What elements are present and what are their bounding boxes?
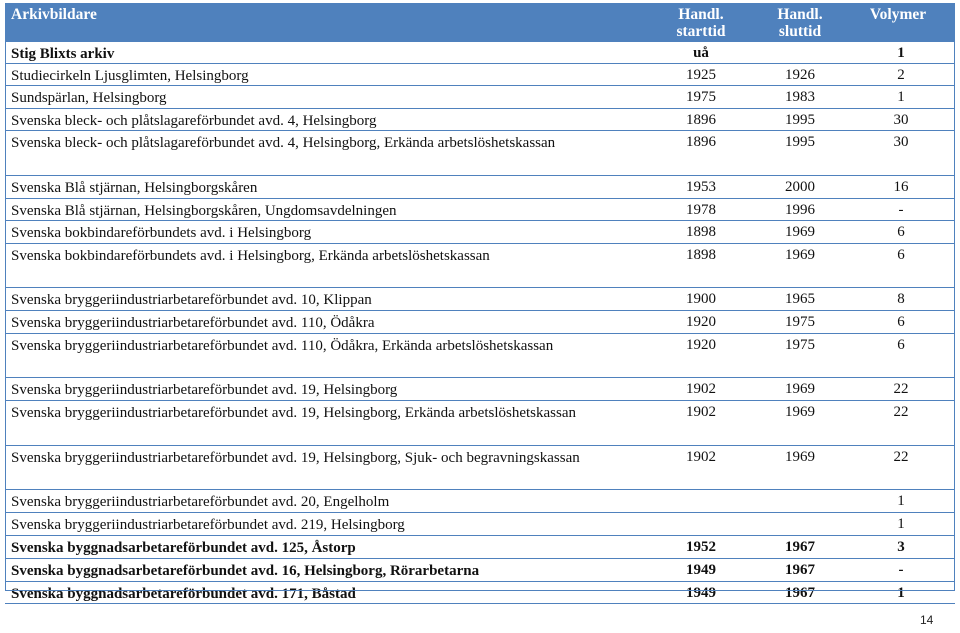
archive-table xyxy=(5,3,955,604)
cell-name: Svenska bleck- och plåtslagareförbundet avd. 4, Helsingborg, Erkända arbetslöshetskassan xyxy=(11,135,556,151)
cell-name: Svenska bryggeriindustriarbetareförbundet avd. 20, Engelholm xyxy=(11,494,390,510)
table-row xyxy=(5,582,955,604)
cell-name: Svenska bryggeriindustriarbetareförbundet avd. 10, Klippan xyxy=(11,292,372,308)
page-number: 14 xyxy=(920,613,934,627)
cell-volumes: 16 xyxy=(893,179,909,195)
table-row xyxy=(5,513,955,536)
cell-end: 1975 xyxy=(785,314,815,330)
cell-volumes: 1 xyxy=(897,585,905,601)
cell-volumes: - xyxy=(898,202,904,218)
cell-volumes: 8 xyxy=(897,291,905,307)
cell-name: Stig Blixts arkiv xyxy=(11,46,115,62)
cell-start: 1902 xyxy=(686,449,716,465)
cell-volumes: 1 xyxy=(897,516,905,532)
table-row xyxy=(5,199,955,221)
header-start-line2: starttid xyxy=(676,23,726,40)
cell-end: 2000 xyxy=(785,179,815,195)
cell-end: 1995 xyxy=(785,112,815,128)
header-start-line1: Handl. xyxy=(678,6,724,23)
cell-name: Svenska byggnadsarbetareförbundet avd. 125, Åstorp xyxy=(11,540,356,556)
cell-volumes: 6 xyxy=(897,247,905,263)
table-row xyxy=(5,311,955,334)
cell-start: 1902 xyxy=(686,404,716,420)
table-header xyxy=(5,3,955,42)
cell-start: 1898 xyxy=(686,247,716,263)
cell-name: Svenska byggnadsarbetareförbundet avd. 171, Båstad xyxy=(11,586,356,602)
cell-end: 1967 xyxy=(785,562,815,578)
table-row xyxy=(5,244,955,288)
cell-name: Svenska bryggeriindustriarbetareförbundet avd. 219, Helsingborg xyxy=(11,517,405,533)
table-row xyxy=(5,64,955,86)
cell-name: Svenska byggnadsarbetareförbundet avd. 16, Helsingborg, Rörarbetarna xyxy=(11,563,480,579)
cell-end: 1967 xyxy=(785,539,815,555)
header-volumes: Volymer xyxy=(869,6,927,23)
cell-volumes: 1 xyxy=(897,493,905,509)
cell-start: 1900 xyxy=(686,291,716,307)
cell-end: 1975 xyxy=(785,337,815,353)
cell-end: 1969 xyxy=(785,224,815,240)
header-end-line1: Handl. xyxy=(777,6,823,23)
cell-name: Svenska Blå stjärnan, Helsingborgskåren, Ungdomsavdelningen xyxy=(11,203,397,219)
table-row xyxy=(5,131,955,176)
cell-name: Svenska bokbindareförbundets avd. i Helsingborg, Erkända arbetslöshetskassan xyxy=(11,248,490,264)
cell-start: 1949 xyxy=(686,562,716,578)
cell-start: uå xyxy=(693,45,709,61)
header-name: Arkivbildare xyxy=(11,6,97,23)
cell-volumes: 6 xyxy=(897,337,905,353)
table-row xyxy=(5,176,955,199)
table-row xyxy=(5,536,955,559)
cell-volumes: 1 xyxy=(897,45,905,61)
table-row xyxy=(5,221,955,244)
cell-name: Svenska bryggeriindustriarbetareförbundet avd. 19, Helsingborg, Sjuk- och begravningskassan xyxy=(11,450,580,466)
cell-end: 1969 xyxy=(785,449,815,465)
cell-end: 1969 xyxy=(785,381,815,397)
cell-name: Sundspärlan, Helsingborg xyxy=(11,90,167,106)
table-row xyxy=(5,42,955,64)
cell-volumes: 3 xyxy=(897,539,905,555)
cell-start: 1925 xyxy=(686,67,716,83)
cell-name: Svenska Blå stjärnan, Helsingborgskåren xyxy=(11,180,258,196)
cell-volumes: 1 xyxy=(897,89,905,105)
cell-start: 1896 xyxy=(686,134,716,150)
cell-end: 1967 xyxy=(785,585,815,601)
cell-start: 1902 xyxy=(686,381,716,397)
header-start xyxy=(665,6,737,40)
table-row xyxy=(5,288,955,311)
cell-end: 1983 xyxy=(785,89,815,105)
table-row xyxy=(5,334,955,378)
cell-start: 1949 xyxy=(686,585,716,601)
cell-end: 1996 xyxy=(785,202,815,218)
table-row xyxy=(5,378,955,401)
cell-end: 1969 xyxy=(785,404,815,420)
cell-volumes: 6 xyxy=(897,224,905,240)
cell-name: Svenska bryggeriindustriarbetareförbundet avd. 19, Helsingborg xyxy=(11,382,398,398)
cell-volumes: 22 xyxy=(893,449,909,465)
header-end xyxy=(757,6,843,40)
cell-end: 1995 xyxy=(785,134,815,150)
cell-volumes: 30 xyxy=(893,134,909,150)
cell-start: 1920 xyxy=(686,314,716,330)
cell-start: 1978 xyxy=(686,202,716,218)
cell-start: 1953 xyxy=(686,179,716,195)
table-row xyxy=(5,401,955,446)
cell-name: Svenska bokbindareförbundets avd. i Helsingborg xyxy=(11,225,312,241)
table-row xyxy=(5,490,955,513)
cell-name: Svenska bryggeriindustriarbetareförbundet avd. 110, Ödåkra xyxy=(11,315,375,331)
cell-start: 1975 xyxy=(686,89,716,105)
cell-volumes: - xyxy=(898,562,904,578)
cell-start: 1896 xyxy=(686,112,716,128)
cell-end: 1969 xyxy=(785,247,815,263)
header-end-line2: sluttid xyxy=(778,23,822,40)
cell-volumes: 2 xyxy=(897,67,905,83)
table-body xyxy=(5,42,955,604)
cell-start: 1920 xyxy=(686,337,716,353)
cell-end: 1965 xyxy=(785,291,815,307)
cell-name: Svenska bryggeriindustriarbetareförbundet avd. 110, Ödåkra, Erkända arbetslöshetskassan xyxy=(11,338,554,354)
table-row xyxy=(5,86,955,109)
cell-volumes: 22 xyxy=(893,404,909,420)
cell-volumes: 6 xyxy=(897,314,905,330)
cell-volumes: 22 xyxy=(893,381,909,397)
table-row xyxy=(5,559,955,582)
cell-start: 1898 xyxy=(686,224,716,240)
table-row xyxy=(5,109,955,131)
table-row xyxy=(5,446,955,490)
cell-name: Svenska bryggeriindustriarbetareförbundet avd. 19, Helsingborg, Erkända arbetslöshetskassan xyxy=(11,405,576,421)
cell-volumes: 30 xyxy=(893,112,909,128)
cell-start: 1952 xyxy=(686,539,716,555)
cell-name: Svenska bleck- och plåtslagareförbundet avd. 4, Helsingborg xyxy=(11,113,377,129)
cell-name: Studiecirkeln Ljusglimten, Helsingborg xyxy=(11,68,249,84)
cell-end: 1926 xyxy=(785,67,815,83)
